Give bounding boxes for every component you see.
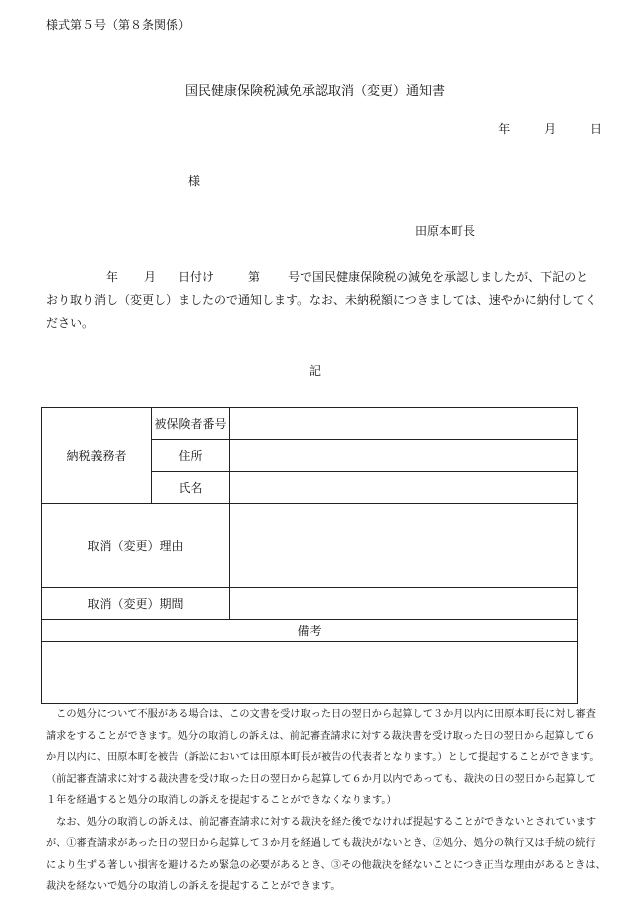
body-month: 月 bbox=[144, 270, 157, 284]
name-label: 氏名 bbox=[152, 472, 230, 504]
reason-label: 取消（変更）理由 bbox=[42, 504, 230, 588]
body-text bbox=[46, 266, 597, 335]
notice-line: なお、処分の取消しの訴えは、前記審査請求に対する裁決を経た後でなければ提起することができないとされています bbox=[46, 816, 597, 828]
body-dai: 第 bbox=[248, 270, 261, 284]
body-rest: 号で国民健康保険税の減免を承認しましたが、下記のと bbox=[288, 270, 589, 284]
date-year: 年 bbox=[498, 122, 511, 136]
notice-line: により生ずる著しい損害を避けるため緊急の必要があるとき、③その他裁決を経ないことにつき正当な理由があるときは、 bbox=[46, 859, 606, 871]
issuer: 田原本町長 bbox=[415, 224, 476, 238]
notice-line: が、①審査請求があった日の翌日から起算して３か月を経過しても裁決がないとき、②処分、処分の執行又は手続の続行 bbox=[46, 838, 596, 849]
insured-number-field[interactable] bbox=[230, 408, 578, 440]
form-number: 様式第５号（第８条関係） bbox=[46, 18, 191, 32]
addressee: 様 bbox=[188, 174, 201, 188]
taxpayer-label: 納税義務者 bbox=[42, 408, 152, 504]
notice-line: 請求をすることができます。処分の取消しの訴えは、前記審査請求に対する裁決書を受け取った日の翌日から起算して６ bbox=[46, 730, 596, 742]
date-line bbox=[468, 120, 602, 137]
details-table bbox=[41, 407, 578, 704]
notice-line: 裁決を経ないで処分の取消しの訴えを提起することができます。 bbox=[46, 881, 341, 892]
date-month: 月 bbox=[544, 122, 557, 136]
document-title: 国民健康保険税減免承認取消（変更）通知書 bbox=[184, 84, 445, 99]
address-field[interactable] bbox=[230, 440, 578, 472]
insured-number-label: 被保険者番号 bbox=[152, 408, 230, 440]
body-line-2: おり取り消し（変更し）ましたので通知します。なお、未納税額につきましては、速やかに納付してく bbox=[46, 293, 597, 307]
body-date: 日付け bbox=[178, 270, 215, 284]
ki-heading: 記 bbox=[308, 364, 321, 378]
body-line-1 bbox=[46, 266, 589, 289]
body-line-3: ださい。 bbox=[46, 316, 95, 330]
remarks-field[interactable] bbox=[42, 642, 578, 704]
remarks-label: 備考 bbox=[42, 620, 578, 642]
notice-line: か月以内に、田原本町を被告（訴訟においては田原本町長が被告の代表者となります。）として提起することができます。 bbox=[46, 752, 600, 763]
body-year: 年 bbox=[106, 270, 119, 284]
reason-field[interactable] bbox=[230, 504, 578, 588]
notice-line: この処分について不服がある場合は、この文書を受け取った日の翌日から起算して３か月以内に田原本町長に対し審査 bbox=[46, 709, 596, 720]
notice-line: １年を経過すると処分の取消しの訴えを提起することができなくなります。） bbox=[46, 795, 397, 806]
name-field[interactable] bbox=[230, 472, 578, 504]
address-label: 住所 bbox=[152, 440, 230, 472]
period-label: 取消（変更）期間 bbox=[42, 588, 230, 620]
appeal-notice bbox=[46, 704, 606, 898]
period-field[interactable] bbox=[230, 588, 578, 620]
notice-line: （前記審査請求に対する裁決書を受け取った日の翌日から起算して６か月以内であっても、裁決の日の翌日から起算して bbox=[46, 773, 597, 785]
date-day: 日 bbox=[589, 122, 602, 136]
